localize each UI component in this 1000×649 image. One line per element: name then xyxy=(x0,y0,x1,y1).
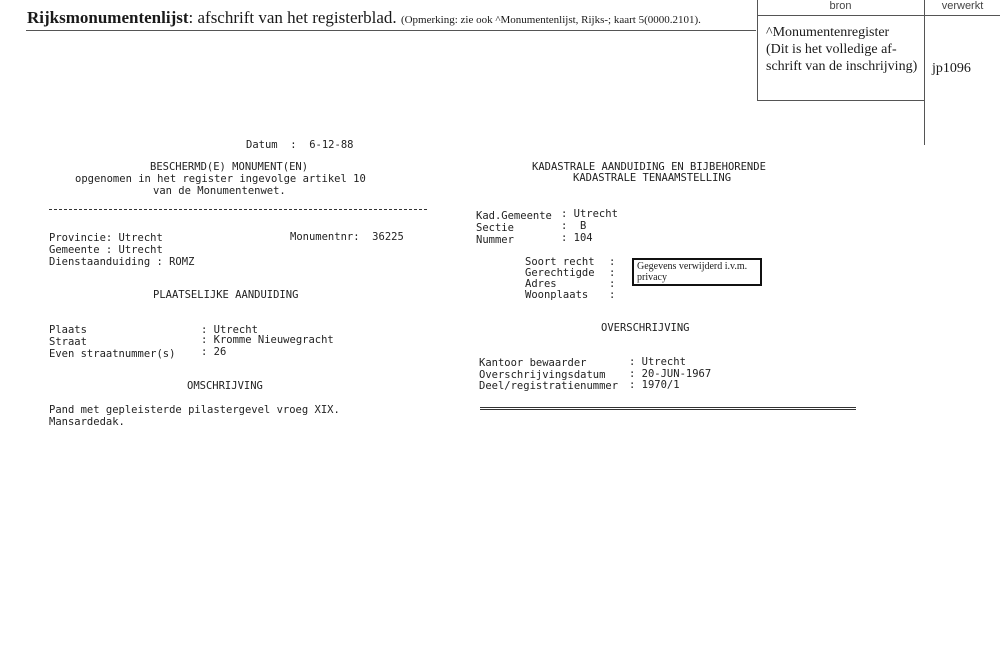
title-rest: : afschrift van het registerblad. xyxy=(188,8,397,27)
infobox-bron-line: ^Monumentenregister xyxy=(766,25,890,40)
straatnummer-value: : 26 xyxy=(201,346,227,358)
overschrijving-heading: OVERSCHRIJVING xyxy=(601,322,690,334)
page-title xyxy=(27,8,701,28)
kantoor-value: : Utrecht xyxy=(629,356,686,368)
registratienummer-value: : 1970/1 xyxy=(629,379,680,391)
adres-label: Adres xyxy=(525,278,557,290)
privacy-notice-box: Gegevens verwijderd i.v.m. privacy xyxy=(632,258,762,286)
registratienummer-label: Deel/registratienummer xyxy=(479,380,619,392)
dienstaanduiding: Dienstaanduiding : ROMZ xyxy=(49,256,195,268)
plaatselijke-heading: PLAATSELIJKE AANDUIDING xyxy=(153,289,299,301)
infobox-bron-line: (Dit is het volledige af- xyxy=(766,42,897,57)
soort-recht-colon: : xyxy=(609,256,616,268)
omschrijving-heading: OMSCHRIJVING xyxy=(187,380,263,392)
kad-gemeente-value: : Utrecht xyxy=(561,208,618,220)
infobox-divider-line xyxy=(924,0,925,145)
infobox-bron-header: bron xyxy=(829,0,852,12)
nummer-value: : 104 xyxy=(561,232,593,244)
gerechtigde-label: Gerechtigde xyxy=(525,267,595,279)
infobox-verwerkt-value: jp1096 xyxy=(932,61,971,76)
adres-colon: : xyxy=(609,278,616,290)
right-double-rule xyxy=(480,407,856,410)
right-heading-1: KADASTRALE AANDUIDING EN BIJBEHORENDE xyxy=(532,161,766,173)
right-heading-2: KADASTRALE TENAAMSTELLING xyxy=(573,172,732,184)
infobox-left-line xyxy=(757,0,758,100)
doc-datum: Datum : 6-12-88 xyxy=(246,139,354,151)
kad-gemeente-label: Kad.Gemeente xyxy=(476,210,552,222)
monumentnr: Monumentnr: 36225 xyxy=(290,231,404,243)
soort-recht-label: Soort recht xyxy=(525,256,595,268)
gerechtigde-colon: : xyxy=(609,267,616,279)
plaats-value: : Utrecht xyxy=(201,324,258,336)
straat-label: Straat xyxy=(49,336,87,348)
title-note: (Opmerking: zie ook ^Monumentenlijst, Rijks-; kaart 5(0000.2101). xyxy=(400,14,701,26)
straatnummer-label: Even straatnummer(s) xyxy=(49,348,176,360)
sectie-value: : B xyxy=(561,220,587,232)
header-rule xyxy=(26,30,756,31)
infobox-top-line xyxy=(757,15,1000,16)
infobox-verwerkt-header: verwerkt xyxy=(941,0,984,12)
omschrijving-line: Pand met gepleisterde pilastergevel vroeg XIX. xyxy=(49,404,340,416)
left-dashed-rule xyxy=(49,209,427,210)
left-heading-3: van de Monumentenwet. xyxy=(153,185,286,197)
title-bold: Rijksmonumentenlijst xyxy=(27,8,189,27)
overschrijvingsdatum-label: Overschrijvingsdatum xyxy=(479,369,606,381)
provincie: Provincie: Utrecht xyxy=(49,232,163,244)
omschrijving-line: Mansardedak. xyxy=(49,416,125,428)
overschrijvingsdatum-value: : 20-JUN-1967 xyxy=(629,368,712,380)
woonplaats-colon: : xyxy=(609,289,616,301)
gemeente: Gemeente : Utrecht xyxy=(49,244,163,256)
left-heading-2: opgenomen in het register ingevolge artikel 10 xyxy=(75,173,366,185)
kantoor-label: Kantoor bewaarder xyxy=(479,357,587,369)
sectie-label: Sectie xyxy=(476,222,514,234)
woonplaats-label: Woonplaats xyxy=(525,289,589,301)
infobox-bottom-line xyxy=(757,100,925,101)
left-heading-1: BESCHERMD(E) MONUMENT(EN) xyxy=(150,161,309,173)
infobox-bron-line: schrift van de inschrijving) xyxy=(766,59,918,74)
plaats-label: Plaats xyxy=(49,324,87,336)
nummer-label: Nummer xyxy=(476,234,514,246)
straat-value: : Kromme Nieuwegracht xyxy=(201,334,334,346)
